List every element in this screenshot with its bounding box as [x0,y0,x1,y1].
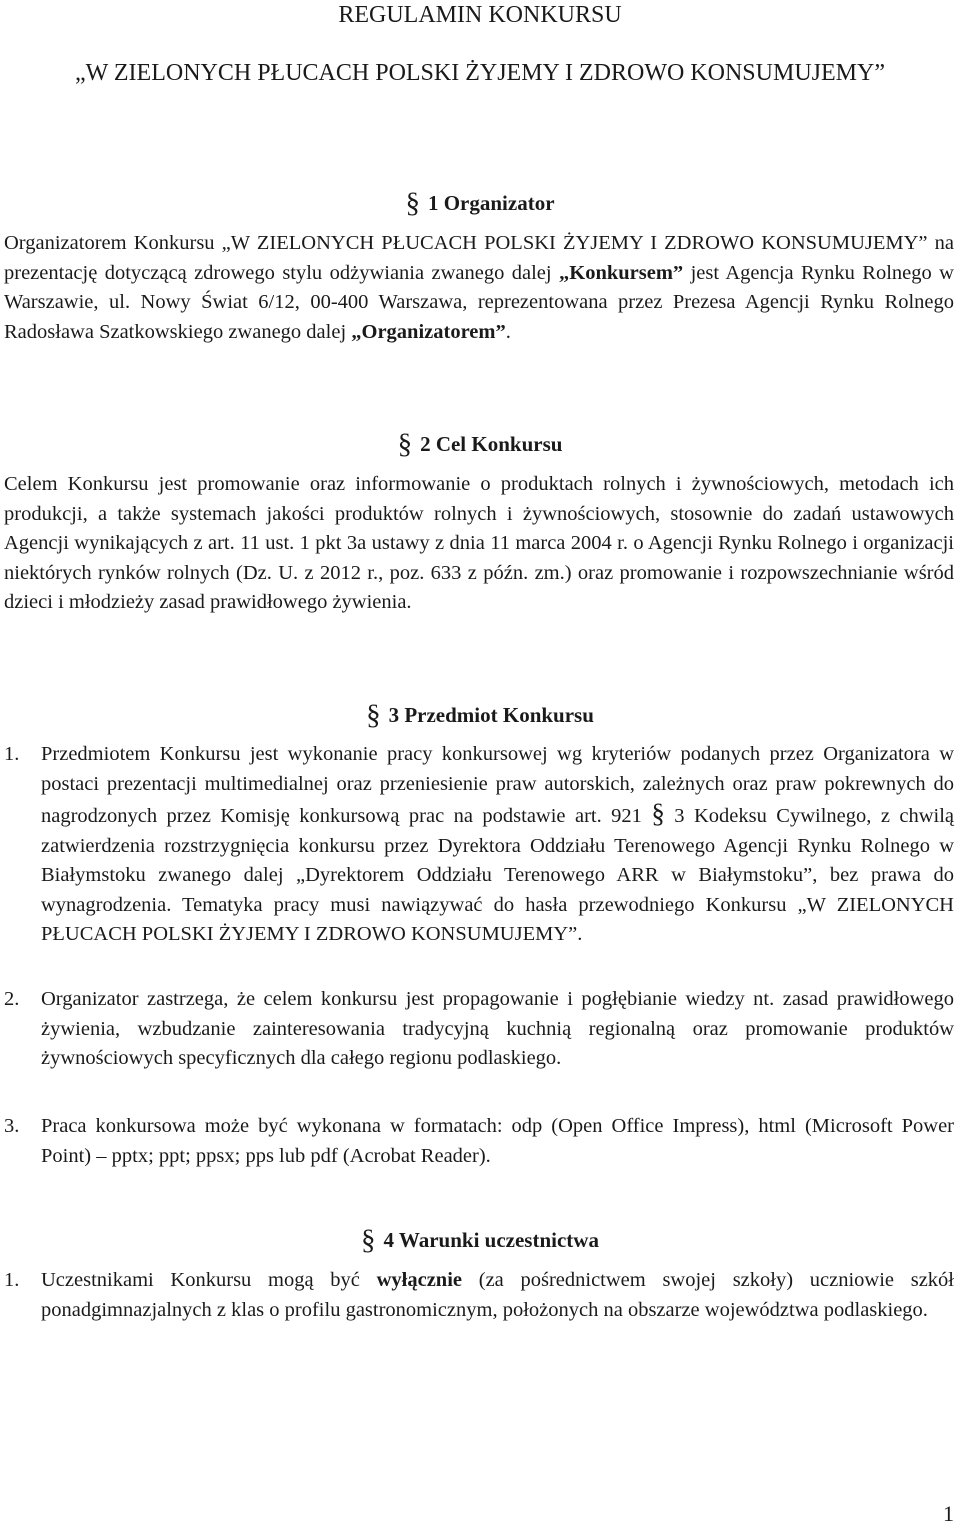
item-number: 1. [4,1269,20,1291]
item-number: 1. [4,743,20,765]
section-3-item-3 [4,1112,954,1171]
item-text: Organizator zastrzega, że celem konkursu jest propagowanie i pogłębianie wiedzy nt. zasad prawidłowego żywienia, wzbudzanie zainteresowania tradycyjną kuchnią regionalną oraz promowanie produktów żywnościowych specyficznych dla całego regionu podlaskiego. [41,988,954,1069]
section-symbol: § [361,1224,376,1256]
section-1-paragraph: Organizatorem Konkursu „W ZIELONYCH PŁUCACH POLSKI ŻYJEMY I ZDROWO KONSUMUJEMY” na prezentację dotyczącą zdrowego stylu odżywiania zwanego dalej „Konkursem” jest Agencja Rynku Rolnego w Warszawie, ul. Nowy Świat 6/12, 00-400 Warszawa, reprezentowana przez Prezesa Agencji Rynku Rolnego Radosława Szatkowskiego zwanego dalej „Organizatorem”. [4,232,954,343]
section-3-title: 3 Przedmiot Konkursu [388,703,594,727]
section-4-heading [0,1224,960,1254]
term-organizator: „Organizatorem” [351,320,506,343]
section-4-title: 4 Warunki uczestnictwa [383,1228,599,1252]
term-konkurs: „Konkursem” [559,261,684,284]
section-2-title: 2 Cel Konkursu [420,432,563,456]
item-text: Uczestnikami Konkursu mogą być wyłącznie (za pośrednictwem swojej szkoły) uczniowie szkół ponadgimnazjalnych z klas o profilu gastronomicznym, położonych na obszarze województwa podlaskiego. [41,1269,954,1321]
section-1-heading [0,187,960,217]
section-3-heading [0,699,960,729]
document-subtitle: „W ZIELONYCH PŁUCACH POLSKI ŻYJEMY I ZDROWO KONSUMUJEMY” [75,60,885,86]
item-text: Praca konkursowa może być wykonana w formatach: odp (Open Office Impress), html (Microsoft Power Point) – pptx; ppt; ppsx; pps lub pdf (Acrobat Reader). [41,1115,954,1167]
section-3-item-2 [4,985,954,1074]
section-symbol: § [651,798,665,828]
section-4-item-1 [4,1266,954,1325]
item-number: 3. [4,1115,20,1137]
item-number: 2. [4,988,20,1010]
section-3-item-1 [4,740,954,950]
section-1-title: 1 Organizator [427,191,555,215]
section-symbol: § [405,187,420,219]
section-symbol: § [366,699,381,731]
section-2-heading [0,428,960,458]
emphasis-wylacznie: wyłącznie [376,1269,463,1291]
document-title: REGULAMIN KONKURSU [338,2,622,28]
page-number: 1 [943,1501,954,1526]
item-text: Przedmiotem Konkursu jest wykonanie pracy konkursowej wg kryteriów podanych przez Organizatora w postaci prezentacji multimedialnej oraz przeniesienie praw autorskich, zależnych oraz praw pokrewnych do nagrodzonych przez Komisję konkursową prac na podstawie art. 921 § 3 Kodeksu Cywilnego, z chwilą zatwierdzenia rozstrzygnięcia konkursu przez Dyrektora Oddziału Terenowego Agencji Rynku Rolnego w Białymstoku zwanego dalej „Dyrektorem Oddziału Terenowego ARR w Białymstoku”, bez prawa do wynagrodzenia. Tematyka pracy musi nawiązywać do hasła przewodniego Konkursu „W ZIELONYCH PŁUCACH POLSKI ŻYJEMY I ZDROWO KONSUMUJEMY”. [41,743,954,945]
section-symbol: § [397,428,413,460]
section-2-paragraph: Celem Konkursu jest promowanie oraz informowanie o produktach rolnych i żywnościowych, metodach ich produkcji, a także systemach jakości produktów rolnych i żywnościowych, stosownie do zadań ustawowych Agencji wynikających z art. 11 ust. 1 pkt 3a ustawy z dnia 11 marca 2004 r. o Agencji Rynku Rolnego i organizacji niektórych rynków rolnych (Dz. U. z 2012 r., poz. 633 z późn. zm.) oraz promowanie i rozpowszechnianie wśród dzieci i młodzieży zasad prawidłowego żywienia. [4,473,954,613]
